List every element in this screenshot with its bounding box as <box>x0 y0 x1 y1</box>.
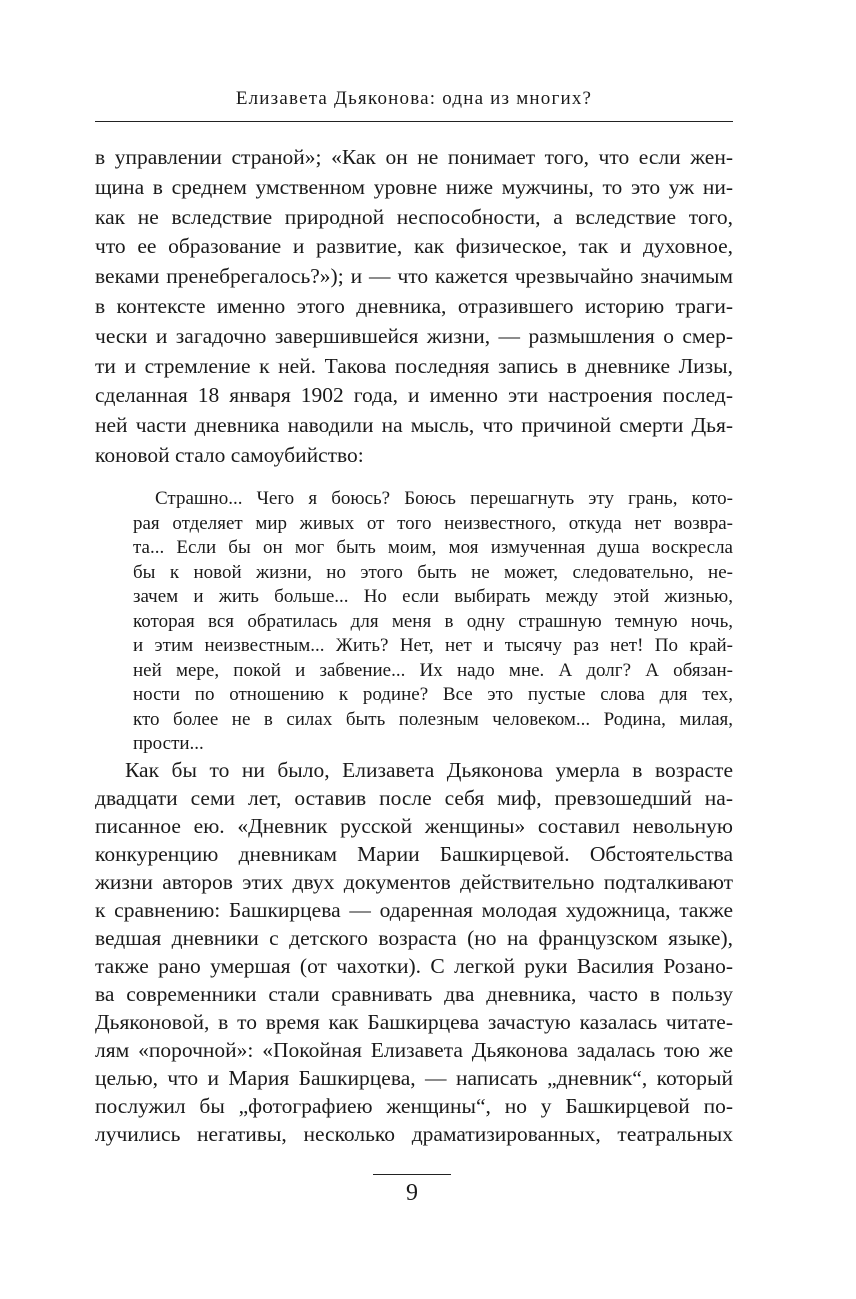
text-line: кто более не в силах быть полезным человеком... Родина, милая, <box>133 708 733 730</box>
text-line: конкуренцию дневникам Марии Башкирцевой. Обстоятельства <box>95 842 733 866</box>
text-line: ности по отношению к родине? Все это пустые слова для тех, <box>133 684 733 705</box>
text-line: жизни авторов этих двух документов действительно подталкивают <box>95 870 733 894</box>
text-line: послужил бы „фотографиею женщины“, но у Башкирцевой по- <box>95 1094 733 1118</box>
text-line: писанное ею. «Дневник русской женщины» составил невольную <box>95 814 733 838</box>
text-line: также рано умершая (от чахотки). С легкой руки Василия Розано- <box>95 954 733 978</box>
text-line: лучились негативы, несколько драматизированных, театральных <box>95 1122 733 1146</box>
text-line: ней мере, покой и забвение... Их надо мне. А долг? А обязан- <box>133 659 733 681</box>
text-line: Дьяконовой, в то время как Башкирцева зачастую казалась читате- <box>95 1010 733 1034</box>
text-line: коновой стало самоубийство: <box>95 443 364 467</box>
text-line: и этим неизвестным... Жить? Нет, нет и тысячу раз нет! По край- <box>133 635 733 656</box>
text-line: Страшно... Чего я боюсь? Боюсь перешагнуть эту грань, кото- <box>155 488 733 509</box>
text-line: та... Если бы он мог быть моим, моя измученная душа воскресла <box>133 537 733 558</box>
text-line: лям «порочной»: «Покойная Елизавета Дьяконова задалась тою же <box>95 1038 733 1062</box>
text-line: веками пренебрегалось?»); и — что кажется чрезвычайно значимым <box>95 264 733 289</box>
header-rule <box>95 121 733 122</box>
text-line: как не вследствие природной неспособности, а вследствие того, <box>95 204 733 229</box>
text-line: сделанная 18 января 1902 года, и именно эти настроения послед- <box>95 383 733 408</box>
text-line: бы к новой жизни, но этого быть не может, следовательно, не- <box>133 561 733 583</box>
text-line: чески и загадочно завершившейся жизни, — размышления о смер- <box>95 323 733 348</box>
text-line: ней части дневника наводили на мысль, что причиной смерти Дья- <box>95 413 733 438</box>
text-line: щина в среднем умственном уровне ниже мужчины, то это уж ни- <box>95 174 733 199</box>
text-line: зачем и жить больше... Но если выбирать между этой жизнью, <box>133 586 733 607</box>
text-line: рая отделяет мир живых от того неизвестного, откуда нет возвра- <box>133 512 733 534</box>
text-line: что ее образование и развитие, как физическое, так и духовное, <box>95 234 733 259</box>
running-header: Елизавета Дьяконова: одна из многих? <box>235 88 593 109</box>
text-line: которая вся обратилась для меня в одну страшную темную ночь, <box>133 610 733 632</box>
text-line: двадцати семи лет, оставив после себя миф, превзошедший на- <box>95 786 733 810</box>
text-line: целью, что и Мария Башкирцева, — написать „дневник“, который <box>95 1066 733 1090</box>
text-line: в управлении страной»; «Как он не понимает того, что если жен- <box>95 145 733 169</box>
page-number: 9 <box>406 1180 418 1206</box>
text-line: в контексте именно этого дневника, отразившего историю траги- <box>95 294 733 318</box>
footer-rule <box>373 1174 451 1175</box>
text-line: ведшая дневники с детского возраста (но на французском языке), <box>95 926 733 950</box>
text-line: к сравнению: Башкирцева — одаренная молодая художница, также <box>95 898 733 922</box>
text-line: ва современники стали сравнивать два дневника, часто в пользу <box>95 982 733 1006</box>
text-line: Как бы то ни было, Елизавета Дьяконова умерла в возрасте <box>125 758 733 782</box>
text-line: ти и стремление к ней. Такова последняя запись в дневнике Лизы, <box>95 353 733 378</box>
text-line: прости... <box>133 733 204 754</box>
